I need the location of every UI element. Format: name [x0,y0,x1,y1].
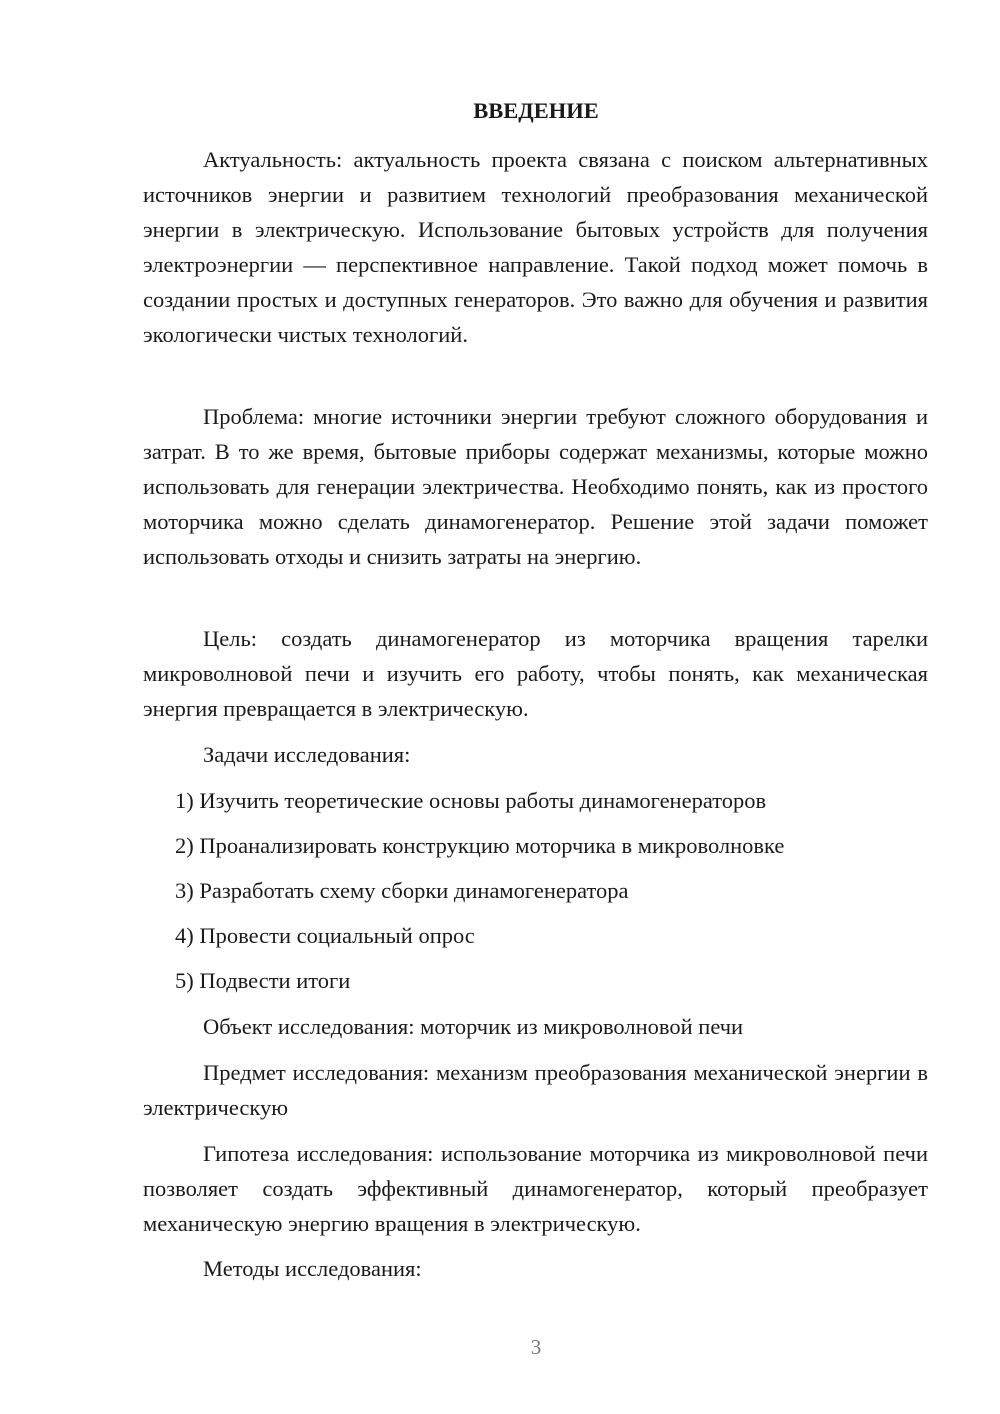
page-number: 3 [530,1335,542,1359]
hypothesis-paragraph: Гипотеза исследования: использование моторчика из микроволновой печи позволяет создать эффективный динамогенератор, который преобразует механическую энергию вращения в электрическую. [143,1141,928,1236]
task-item-3: 3) Разработать схему сборки динамогенератора [175,878,629,903]
task-item-1: 1) Изучить теоретические основы работы динамогенераторов [175,788,767,813]
methods-title: Методы исследования: [203,1256,422,1281]
problem-paragraph: Проблема: многие источники энергии требуют сложного оборудования и затрат. В то же время, бытовые приборы содержат механизмы, которые можно использовать для генерации электричества. Необходимо понять, как из простого моторчика можно сделать динамогенератор. Решение этой задачи поможет использовать отходы и снизить затраты на энергию. [143,404,928,569]
subject-paragraph: Предмет исследования: механизм преобразования механической энергии в электрическую [143,1060,928,1120]
task-item-5: 5) Подвести итоги [175,968,351,993]
relevance-paragraph: Актуальность: актуальность проекта связана с поиском альтернативных источников энергии и развитием технологий преобразования механической энергии в электрическую. Использование бытовых устройств для получения электроэнергии — перспективное направление. Такой подход может помочь в создании простых и доступных генераторов. Это важно для обучения и развития экологически чистых технологий. [143,147,928,347]
tasks-title: Задачи исследования: [203,742,411,767]
object-paragraph: Объект исследования: моторчик из микроволновой печи [203,1014,744,1039]
section-heading: ВВЕДЕНИЕ [473,98,599,123]
task-item-4: 4) Провести социальный опрос [175,923,475,948]
task-item-2: 2) Проанализировать конструкцию моторчика в микроволновке [175,833,785,858]
goal-paragraph: Цель: создать динамогенератор из моторчика вращения тарелки микроволновой печи и изучить его работу, чтобы понять, как механическая энергия превращается в электрическую. [143,626,928,721]
